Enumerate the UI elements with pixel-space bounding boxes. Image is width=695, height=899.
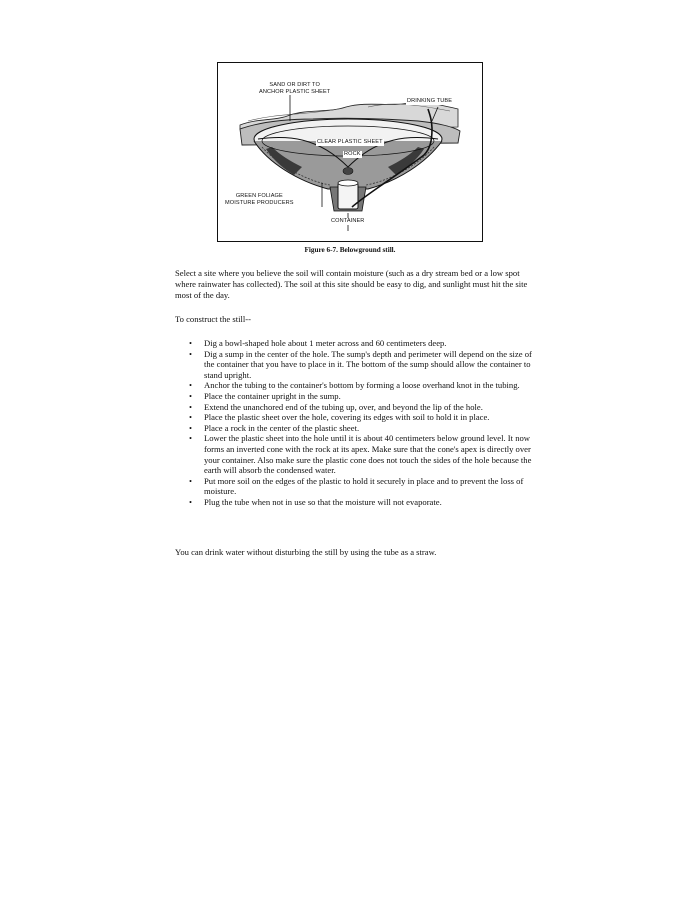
list-item: • Plug the tube when not in use so that the moisture will not evaporate.	[175, 497, 535, 508]
list-item: • Put more soil on the edges of the plastic to hold it securely in place and to prevent the loss of moisture.	[175, 476, 535, 497]
figure-caption: Figure 6-7. Belowground still.	[304, 246, 396, 254]
list-item: • Dig a bowl-shaped hole about 1 meter across and 60 centimeters deep.	[175, 338, 535, 349]
site-paragraph: Select a site where you believe the soil will contain moisture (such as a dry stream bed or a low spot where rainwater has collected). The soil at this site should be easy to dig, and sunlight must hit the site most of the day.	[175, 268, 528, 301]
list-item: • Dig a sump in the center of the hole. The sump's depth and perimeter will depend on the size of the container that you have to place in it. The bottom of the sump should allow the container to stand upright.	[175, 349, 535, 381]
label-drinking-tube: DRINKING TUBE	[407, 98, 453, 104]
label-rock: ROCK	[344, 151, 361, 157]
list-item: • Place the container upright in the sump.	[175, 391, 535, 402]
label-clear-plastic-sheet: CLEAR PLASTIC SHEET	[317, 139, 383, 145]
construct-intro: To construct the still--	[175, 314, 252, 324]
list-item: • Place the plastic sheet over the hole, covering its edges with soil to hold it in place.	[175, 412, 535, 423]
label-container: CONTAINER	[331, 218, 365, 224]
list-item: • Extend the unanchored end of the tubing up, over, and beyond the lip of the hole.	[175, 402, 535, 413]
label-sand-anchor: SAND OR DIRT TO ANCHOR PLASTIC SHEET	[259, 82, 331, 95]
list-item: • Lower the plastic sheet into the hole until it is about 40 centimeters below ground level. It now forms an inverted cone with the rock at its apex. Make sure that the cone's apex is directly over your container. Also make sure the plastic cone does not touch the sides of the hole because the earth will absorb the condensed water.	[175, 433, 535, 475]
still-illustration	[217, 62, 483, 242]
closing-paragraph: You can drink water without disturbing the still by using the tube as a straw.	[175, 547, 437, 557]
construction-steps-list	[175, 338, 535, 508]
label-green-foliage: GREEN FOLIAGE MOISTURE PRODUCERS	[225, 193, 294, 206]
list-item: • Place a rock in the center of the plastic sheet.	[175, 423, 535, 434]
list-item: • Anchor the tubing to the container's bottom by forming a loose overhand knot in the tubing.	[175, 380, 535, 391]
